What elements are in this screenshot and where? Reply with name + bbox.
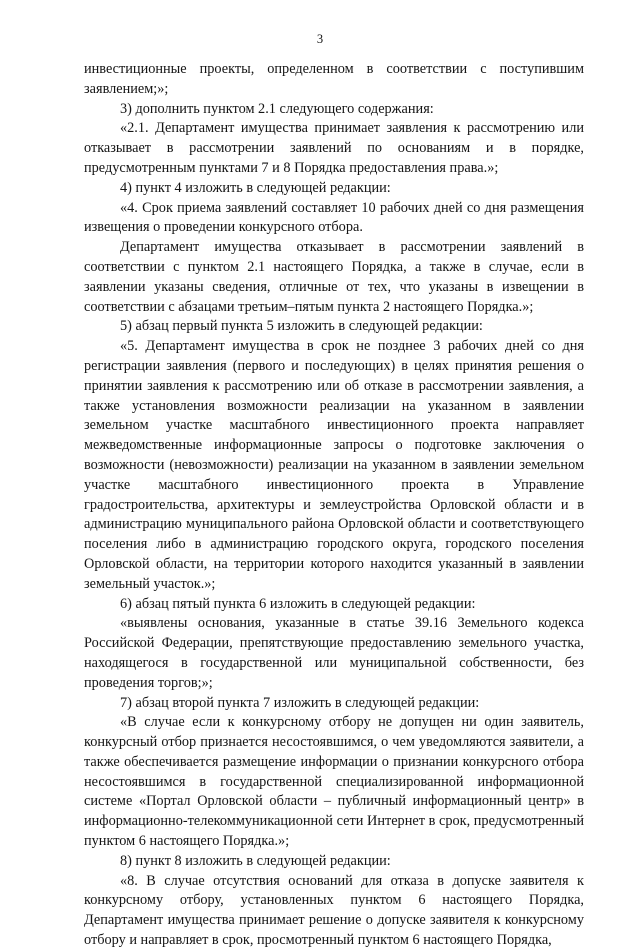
paragraph-clause-4-refusal: Департамент имущества отказывает в рассмотрении заявлений в соответствии с пунктом 2.1 настоящего Порядка, а также в случае, если в заявлении указаны сведения, отличные от тех, что указаны в извещении в соответствии с абзацами третьим–пятым пункта 2 настоящего Порядка.»; bbox=[84, 239, 584, 315]
page-number: 3 bbox=[316, 32, 324, 46]
paragraph-item-5: 5) абзац первый пункта 5 изложить в следующей редакции: bbox=[120, 318, 483, 335]
paragraph-clause-6: «выявлены основания, указанные в статье 39.16 Земельного кодекса Российской Федерации, препятствующие предоставлению земельного участка, находящегося в государственной или муниципальной собственности, без проведения торгов;»; bbox=[84, 615, 584, 691]
paragraph-item-4: 4) пункт 4 изложить в следующей редакции: bbox=[120, 179, 391, 196]
paragraph-clause-4: «4. Срок приема заявлений составляет 10 рабочих дней со дня размещения извещения о проведении конкурсного отбора. bbox=[84, 199, 584, 236]
paragraph-item-3: 3) дополнить пунктом 2.1 следующего содержания: bbox=[120, 100, 434, 117]
paragraph-clause-2-1: «2.1. Департамент имущества принимает заявления к рассмотрению или отказывает в рассмотрении заявлений по основаниям и в порядке, предусмотренным пунктами 7 и 8 Порядка предоставления права.»; bbox=[84, 120, 584, 176]
paragraph-clause-8: «8. В случае отсутствия оснований для отказа в допуске заявителя к конкурсному отбору, установленных пунктом 6 настоящего Порядка, Департамент имущества принимает решение о допуске заявителя к конкурсному отбору и направляет в срок, просмотренный пунктом 6 настоящего Порядка, bbox=[84, 872, 584, 949]
paragraph-item-8: 8) пункт 8 изложить в следующей редакции: bbox=[120, 852, 391, 869]
paragraph-clause-7: «В случае если к конкурсному отбору не допущен ни один заявитель, конкурсный отбор признается несостоявшимся, о чем уведомляются заявители, а также обеспечивается размещение информации о признании конкурсного отбора несостоявшимся в государственной специализированной информационной системе «Портал Орловской области – публичный информационный центр» в информационно-телекоммуникационной сети Интернет в срок, предусмотренный пунктом 6 настоящего Порядка.»; bbox=[84, 714, 584, 850]
paragraph-item-6: 6) абзац пятый пункта 6 изложить в следующей редакции: bbox=[120, 595, 476, 612]
paragraph-continuation: инвестиционные проекты, определенном в соответствии с поступившим заявлением;»; bbox=[84, 61, 584, 97]
document-body bbox=[84, 60, 584, 951]
paragraph-clause-5: «5. Департамент имущества в срок не позднее 3 рабочих дней со дня регистрации заявления (первого и последующих) в целях принятия решения о принятии заявления к рассмотрению или об отказе в рассмотрении заявления, а также установления возможности реализации на указанном в заявлении земельном участке масштабного инвестиционного проекта направляет межведомственные информационные запросы о подготовке заключения о возможности (невозможности) реализации на указанном в заявлении земельном участке масштабного инвестиционного проекта в Управление градостроительства, архитектуры и землеустройства Орловской области и в администрацию муниципального района Орловской области и соответствующего поселения либо в администрацию городского округа, городского поселения Орловской области, на территории которого находится указанный в заявлении земельный участок.»; bbox=[84, 338, 584, 592]
paragraph-item-7: 7) абзац второй пункта 7 изложить в следующей редакции: bbox=[120, 694, 480, 711]
